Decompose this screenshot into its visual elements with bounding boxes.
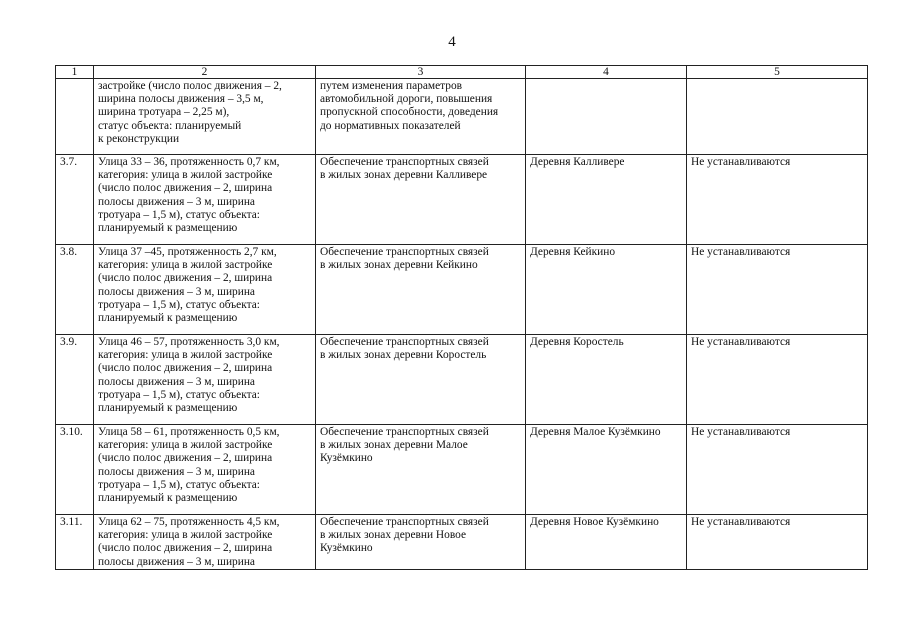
row-number-cell: 3.10. bbox=[56, 425, 94, 515]
table-row bbox=[56, 515, 868, 570]
zone-cell: Не устанавливаются bbox=[687, 335, 868, 425]
row-number-cell: 3.9. bbox=[56, 335, 94, 425]
object-cell: застройке (число полос движения – 2, ширина полосы движения – 3,5 м, ширина тротуара – 2,25 м), статус объекта: планируемый к реконструкции bbox=[94, 79, 316, 155]
purpose-cell: Обеспечение транспортных связей в жилых зонах деревни Малое Кузёмкино bbox=[316, 425, 526, 515]
purpose-cell: Обеспечение транспортных связей в жилых зонах деревни Кейкино bbox=[316, 245, 526, 335]
object-cell: Улица 62 – 75, протяженность 4,5 км, категория: улица в жилой застройке (число полос движения – 2, ширина полосы движения – 3 м, ширина bbox=[94, 515, 316, 570]
zone-cell: Не устанавливаются bbox=[687, 515, 868, 570]
purpose-cell: Обеспечение транспортных связей в жилых зонах деревни Коростель bbox=[316, 335, 526, 425]
purpose-cell: Обеспечение транспортных связей в жилых зонах деревни Калливере bbox=[316, 155, 526, 245]
column-header: 2 bbox=[94, 66, 316, 79]
purpose-cell: Обеспечение транспортных связей в жилых зонах деревни Новое Кузёмкино bbox=[316, 515, 526, 570]
location-cell: Деревня Калливере bbox=[526, 155, 687, 245]
object-cell: Улица 58 – 61, протяженность 0,5 км, категория: улица в жилой застройке (число полос движения – 2, ширина полосы движения – 3 м, ширина тротуара – 1,5 м), статус объекта: планируемый к размещению bbox=[94, 425, 316, 515]
column-header: 1 bbox=[56, 66, 94, 79]
table-header-row bbox=[56, 66, 868, 79]
table-row bbox=[56, 79, 868, 155]
objects-table bbox=[55, 65, 868, 570]
row-number-cell: 3.11. bbox=[56, 515, 94, 570]
zone-cell: Не устанавливаются bbox=[687, 425, 868, 515]
object-cell: Улица 33 – 36, протяженность 0,7 км, категория: улица в жилой застройке (число полос движения – 2, ширина полосы движения – 3 м, ширина тротуара – 1,5 м), статус объекта: планируемый к размещению bbox=[94, 155, 316, 245]
location-cell: Деревня Малое Кузёмкино bbox=[526, 425, 687, 515]
column-header: 3 bbox=[316, 66, 526, 79]
table-row bbox=[56, 155, 868, 245]
row-number-cell bbox=[56, 79, 94, 155]
table-row bbox=[56, 335, 868, 425]
table-row bbox=[56, 245, 868, 335]
zone-cell: Не устанавливаются bbox=[687, 245, 868, 335]
column-header: 5 bbox=[687, 66, 868, 79]
location-cell bbox=[526, 79, 687, 155]
row-number-cell: 3.8. bbox=[56, 245, 94, 335]
purpose-cell: путем изменения параметров автомобильной дороги, повышения пропускной способности, доведения до нормативных показателей bbox=[316, 79, 526, 155]
column-header: 4 bbox=[526, 66, 687, 79]
zone-cell: Не устанавливаются bbox=[687, 155, 868, 245]
table-row bbox=[56, 425, 868, 515]
object-cell: Улица 37 –45, протяженность 2,7 км, категория: улица в жилой застройке (число полос движения – 2, ширина полосы движения – 3 м, ширина тротуара – 1,5 м), статус объекта: планируемый к размещению bbox=[94, 245, 316, 335]
zone-cell bbox=[687, 79, 868, 155]
page-number: 4 bbox=[448, 34, 456, 50]
location-cell: Деревня Новое Кузёмкино bbox=[526, 515, 687, 570]
object-cell: Улица 46 – 57, протяженность 3,0 км, категория: улица в жилой застройке (число полос движения – 2, ширина полосы движения – 3 м, ширина тротуара – 1,5 м), статус объекта: планируемый к размещению bbox=[94, 335, 316, 425]
row-number-cell: 3.7. bbox=[56, 155, 94, 245]
location-cell: Деревня Кейкино bbox=[526, 245, 687, 335]
location-cell: Деревня Коростель bbox=[526, 335, 687, 425]
